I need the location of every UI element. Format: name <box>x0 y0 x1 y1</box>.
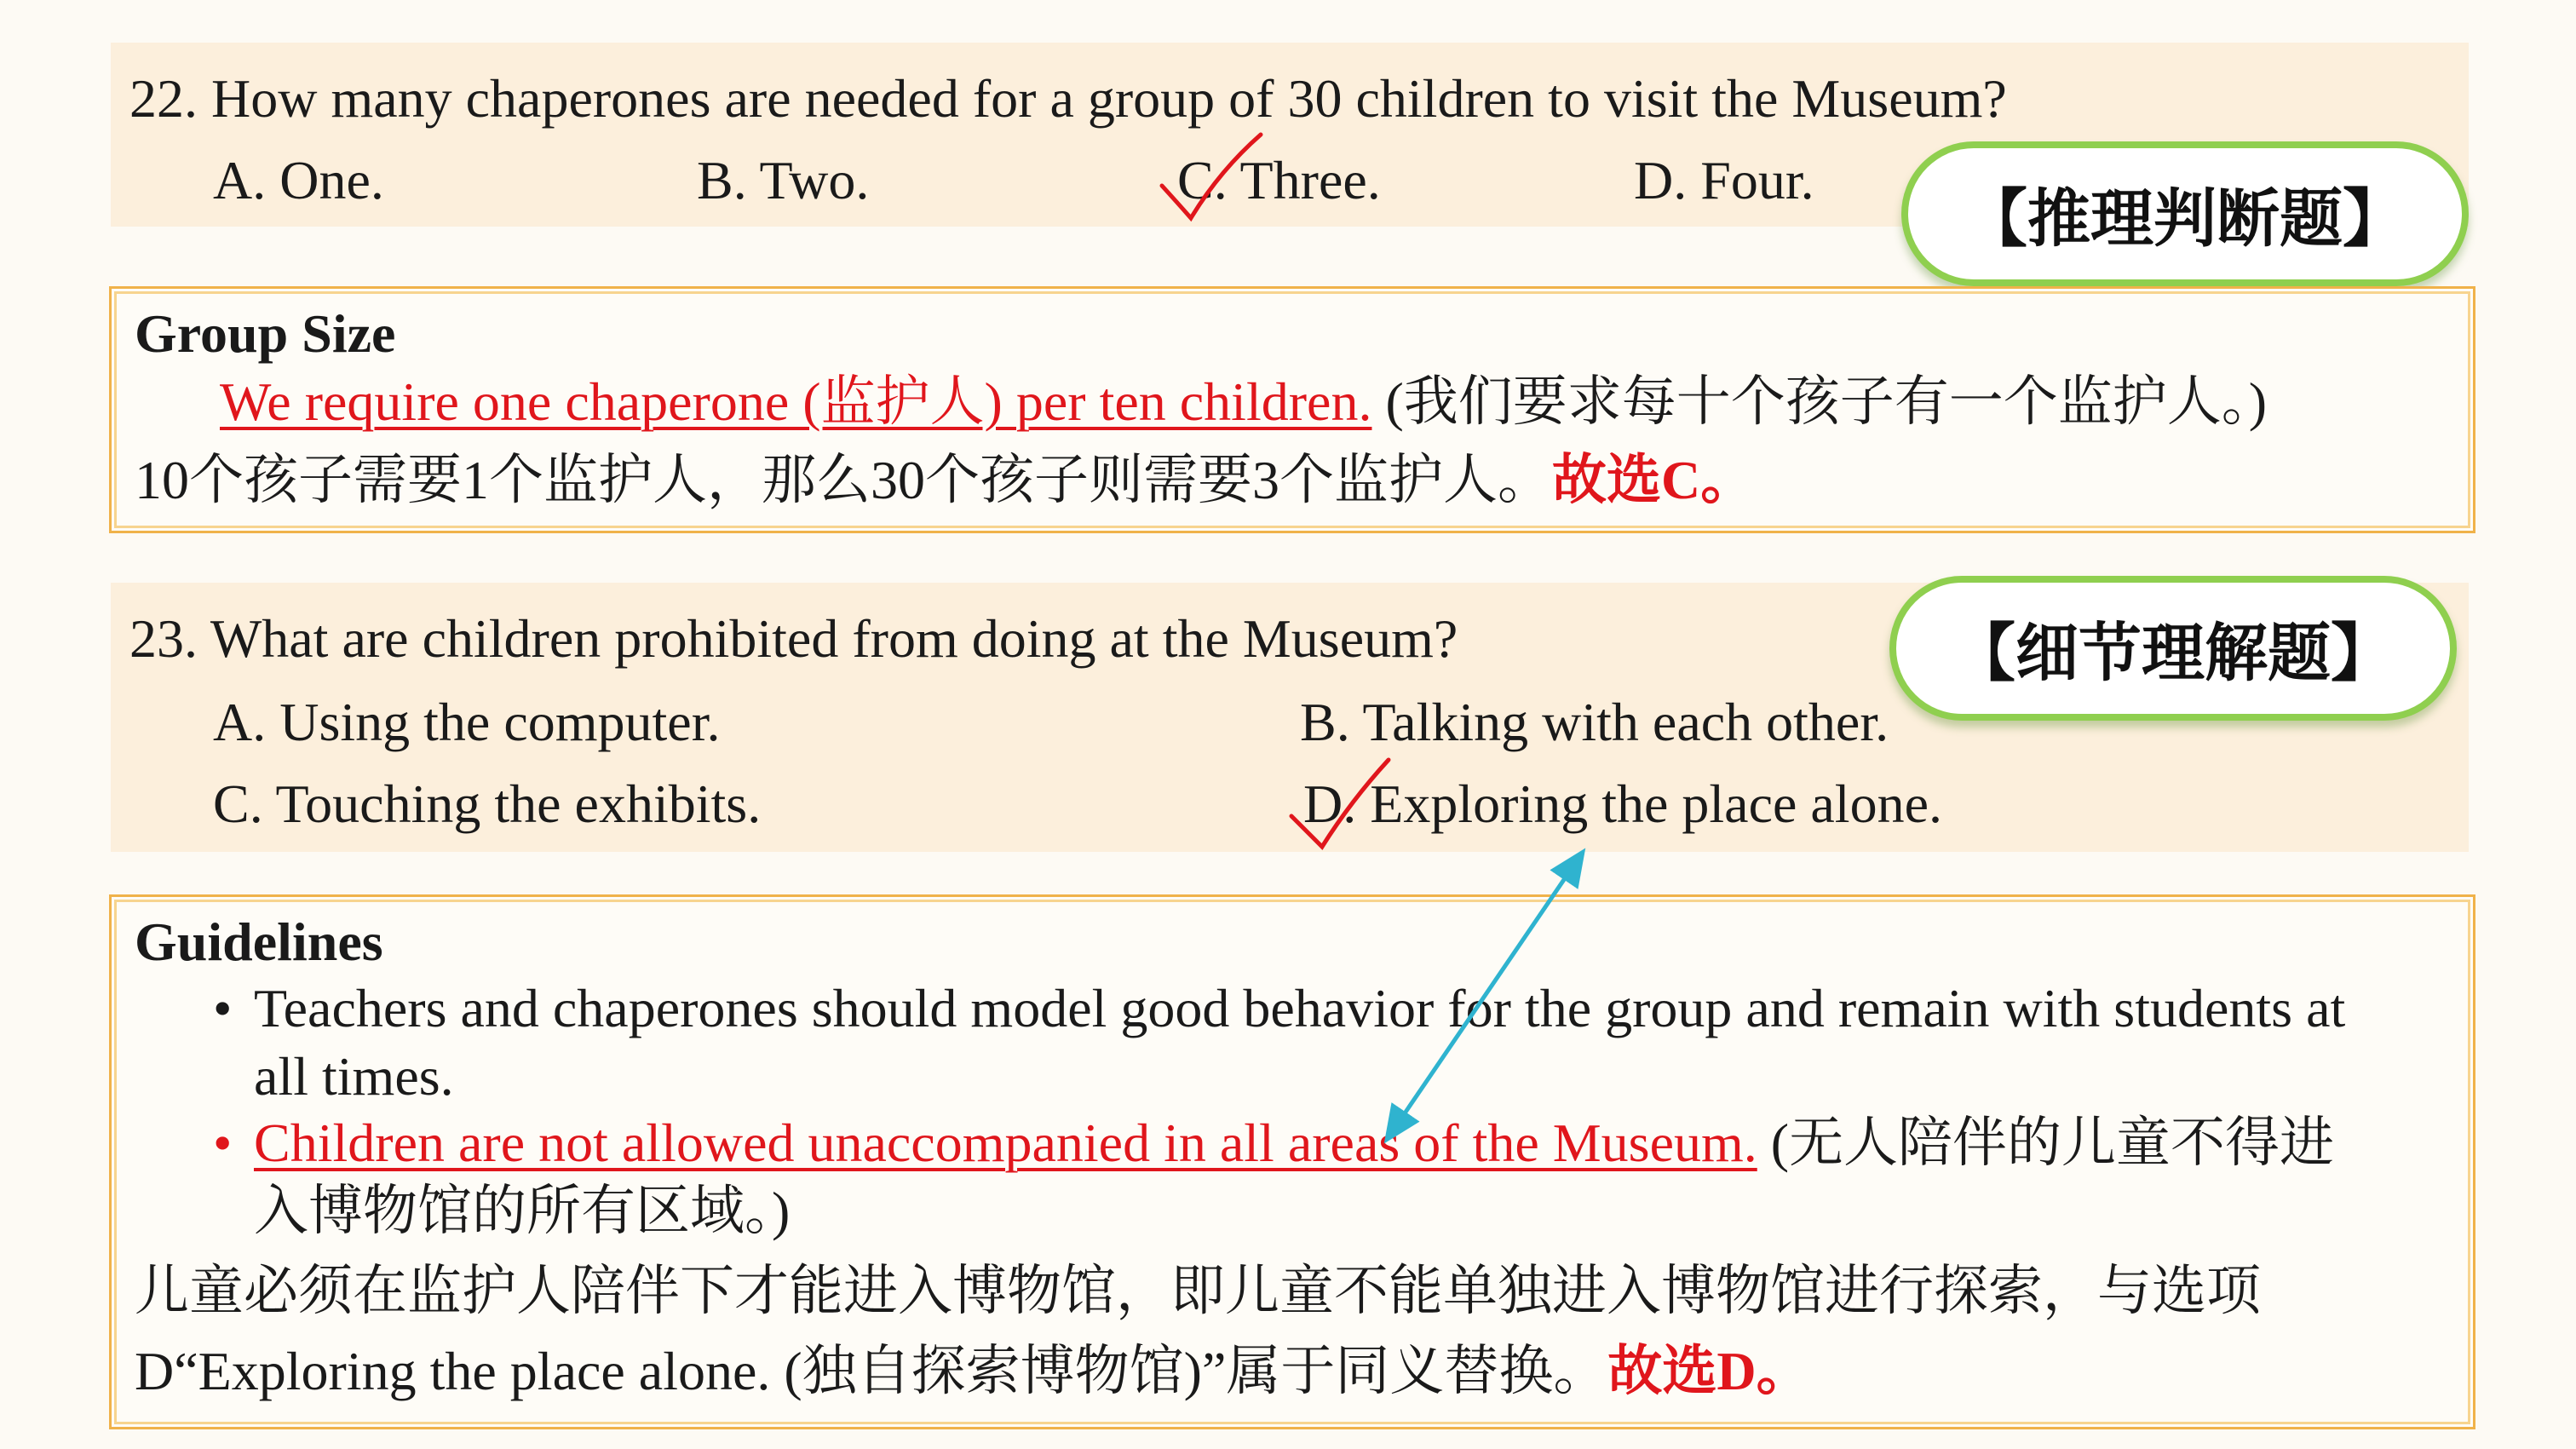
explanation-22-heading: Group Size <box>135 303 396 364</box>
q23-option-b: B. Talking with each other. <box>1300 692 1889 752</box>
explanation-23-answer: 故选D。 <box>1607 1341 1811 1401</box>
explanation-22-answer: 故选C。 <box>1552 450 1756 510</box>
check-mark-q22 <box>1162 135 1261 218</box>
bullet-2-quote: Children are not allowed unaccompanied in all areas of the Museum. <box>254 1113 1757 1173</box>
bullet-2-marker: • <box>213 1113 233 1173</box>
explanation-23-heading: Guidelines <box>135 911 383 972</box>
question-23-text: 23. What are children prohibited from doing at the Museum? <box>129 608 1458 669</box>
bullet-1-marker: • <box>213 978 233 1038</box>
bullet-2-translation-part2: 入博物馆的所有区域。) <box>254 1181 791 1241</box>
explanation-22-reasoning: 10个孩子需要1个监护人，那么30个孩子则需要3个监护人。 <box>135 450 1552 510</box>
q23-option-d: D. Exploring the place alone. <box>1303 773 1942 834</box>
q22-option-d: D. Four. <box>1634 150 1814 210</box>
check-mark-q23 <box>1291 760 1389 847</box>
bullet-1-text-line2: all times. <box>254 1046 454 1107</box>
q23-option-a: A. Using the computer. <box>213 692 721 752</box>
explanation-23-reasoning-line1: 儿童必须在监护人陪伴下才能进入博物馆，即儿童不能单独进入博物馆进行探索，与选项 <box>135 1261 2261 1321</box>
bullet-2-translation-part1: (无人陪伴的儿童不得进 <box>1757 1113 2335 1173</box>
link-arrow <box>1394 862 1576 1130</box>
q22-option-b: B. Two. <box>697 150 870 210</box>
bullet-1-text-line1: Teachers and chaperones should model good behavior for the group and remain with students at <box>254 978 2346 1038</box>
tag-inference-judgment: 【推理判断题】 <box>1901 141 2469 286</box>
explanation-23-reasoning-part2: D“Exploring the place alone. (独自探索博物馆)”属于同义替换。 <box>135 1341 1608 1401</box>
q22-option-c: C. Three. <box>1177 150 1381 210</box>
explanation-22-translation: (我们要求每十个孩子有一个监护人。) <box>1371 371 2268 432</box>
q23-option-c: C. Touching the exhibits. <box>213 773 762 834</box>
q22-option-a: A. One. <box>213 150 384 210</box>
tag-detail-comprehension: 【细节理解题】 <box>1889 576 2457 721</box>
question-22-text: 22. How many chaperones are needed for a group of 30 children to visit the Museum? <box>129 68 2007 129</box>
explanation-22-quote: We require one chaperone (监护人) per ten children. <box>220 371 1372 432</box>
